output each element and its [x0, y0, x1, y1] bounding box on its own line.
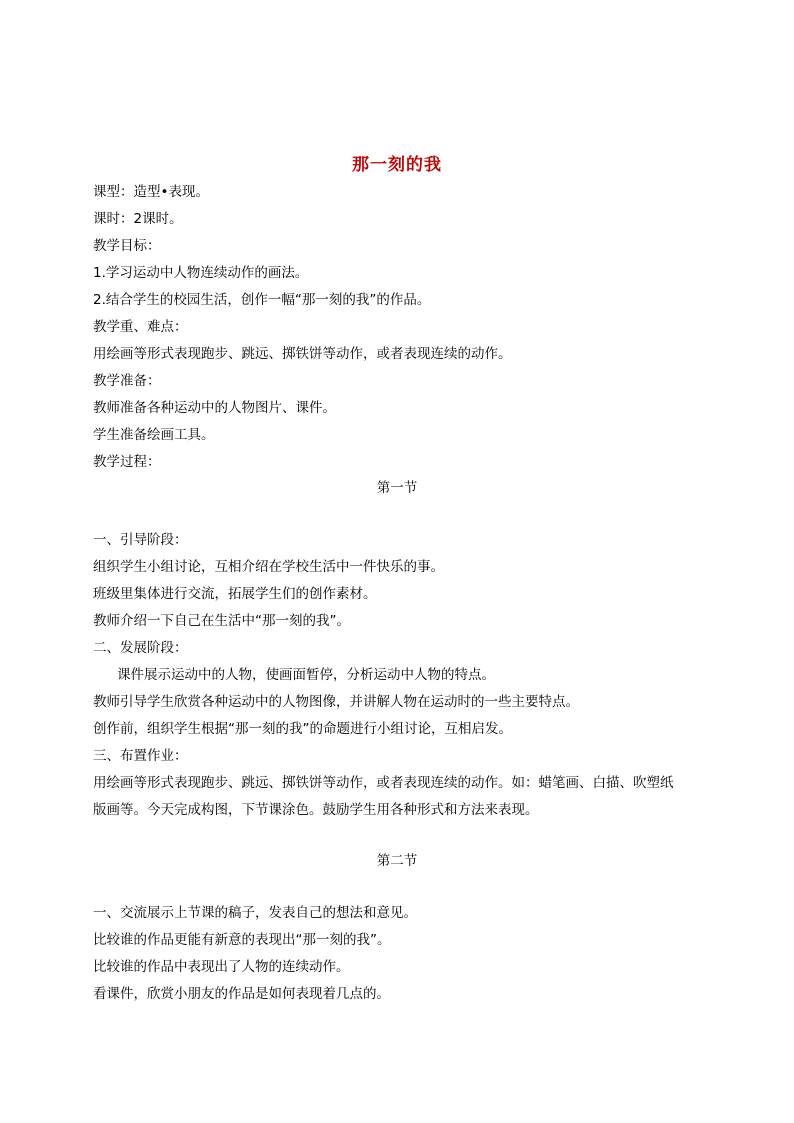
section-1-heading: 第一节 [376, 480, 418, 496]
prep-teacher: 教师准备各种运动中的人物图片、课件。 [93, 400, 336, 416]
class-periods: 课时：2课时。 [93, 211, 183, 227]
course-type: 课型：造型•表现。 [93, 184, 209, 200]
part-1-heading: 一、引导阶段： [93, 532, 188, 548]
goal-2: 2.结合学生的校园生活，创作一幅“那一刻的我”的作品。 [93, 292, 431, 308]
document-title: 那一刻的我 [352, 155, 442, 175]
part-2-heading: 二、发展阶段： [93, 640, 188, 656]
section-2-line-4: 看课件，欣赏小朋友的作品是如何表现着几点的。 [93, 986, 390, 1002]
prep-student: 学生准备绘画工具。 [93, 427, 215, 443]
key-points: 用绘画等形式表现跑步、跳远、掷铁饼等动作，或者表现连续的动作。 [93, 346, 512, 362]
goal-1: 1.学习运动中人物连续动作的画法。 [93, 265, 309, 281]
part-3-heading: 三、布置作业： [93, 748, 188, 764]
part-1-line-1: 组织学生小组讨论，互相介绍在学校生活中一件快乐的事。 [93, 559, 444, 575]
section-2-line-1: 一、交流展示上节课的稿子，发表自己的想法和意见。 [93, 905, 417, 921]
part-1-line-3: 教师介绍一下自己在生活中“那一刻的我”。 [93, 613, 350, 629]
section-2-heading: 第二节 [376, 853, 418, 869]
goals-heading: 教学目标： [93, 238, 161, 254]
section-2-line-2: 比较谁的作品更能有新意的表现出“那一刻的我”。 [93, 932, 391, 948]
process-heading: 教学过程： [93, 454, 161, 470]
part-1-line-2: 班级里集体进行交流，拓展学生们的创作素材。 [93, 586, 377, 602]
preparation-heading: 教学准备： [93, 373, 161, 389]
part-2-line-3: 创作前，组织学生根据“那一刻的我”的命题进行小组讨论，互相启发。 [93, 721, 512, 737]
key-points-heading: 教学重、难点： [93, 319, 188, 335]
part-3-line-1: 用绘画等形式表现跑步、跳远、掷铁饼等动作，或者表现连续的动作。如：蜡笔画、白描、吹塑纸 [93, 775, 674, 791]
part-2-line-1: 课件展示运动中的人物，使画面暂停，分析运动中人物的特点。 [117, 667, 495, 683]
part-3-line-2: 版画等。今天完成构图，下节课涂色。鼓励学生用各种形式和方法来表现。 [93, 802, 539, 818]
part-2-line-2: 教师引导学生欣赏各种运动中的人物图像，并讲解人物在运动时的一些主要特点。 [93, 694, 579, 710]
section-2-line-3: 比较谁的作品中表现出了人物的连续动作。 [93, 959, 350, 975]
